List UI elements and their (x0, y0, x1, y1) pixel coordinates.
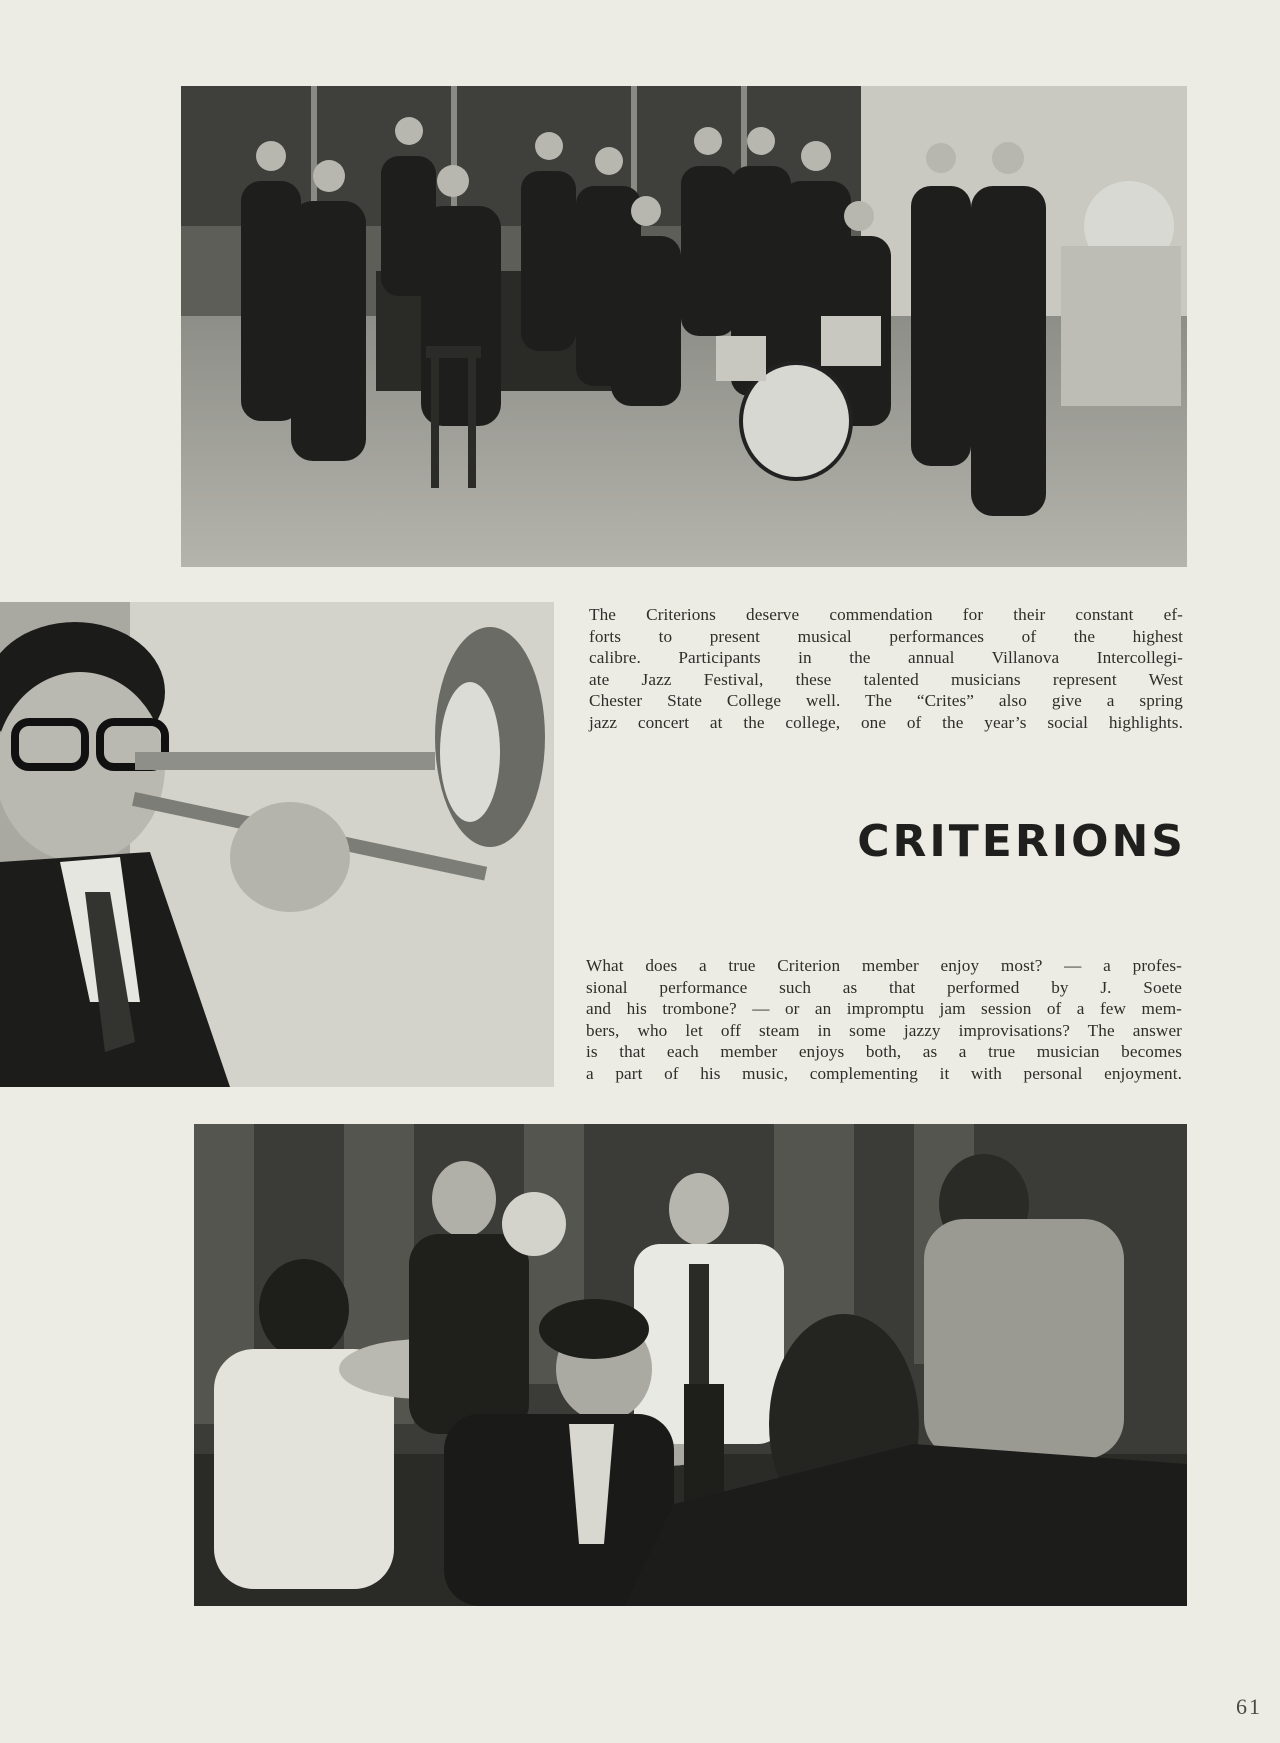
trombonist-photo (0, 602, 554, 1087)
section-title: CRITERIONS (857, 816, 1186, 867)
intro-line: jazz concert at the college, one of the year’s social highlights. (589, 712, 1183, 732)
intro-line: forts to present musical performances of the highest (589, 626, 1183, 646)
feature-line: bers, who let off steam in some jazzy improvisations? The answer (586, 1020, 1182, 1040)
feature-line: sional performance such as that performed by J. Soete (586, 977, 1182, 997)
page-number: 61 (1236, 1694, 1262, 1719)
feature-line: a part of his music, complementing it with personal enjoyment. (586, 1063, 1182, 1083)
jam-session-photo-graphic (194, 1124, 1187, 1606)
feature-line: and his trombone? — or an impromptu jam session of a few mem- (586, 999, 1182, 1019)
intro-paragraph (589, 604, 1183, 734)
intro-line: The Criterions deserve commendation for their constant ef- (589, 605, 1183, 624)
intro-line: calibre. Participants in the annual Villanova Intercollegi- (589, 648, 1183, 668)
band-group-photo (181, 86, 1187, 567)
band-group-photo-graphic (181, 86, 1187, 567)
trombonist-photo-graphic (0, 602, 554, 1087)
intro-line: Chester State College well. The “Crites” also give a spring (589, 691, 1183, 711)
feature-line: is that each member enjoys both, as a true musician becomes (586, 1042, 1182, 1062)
feature-paragraph (586, 955, 1182, 1085)
intro-line: ate Jazz Festival, these talented musicians represent West (589, 669, 1183, 689)
jam-session-photo (194, 1124, 1187, 1606)
feature-line: What does a true Criterion member enjoy most? — a profes- (586, 956, 1182, 975)
